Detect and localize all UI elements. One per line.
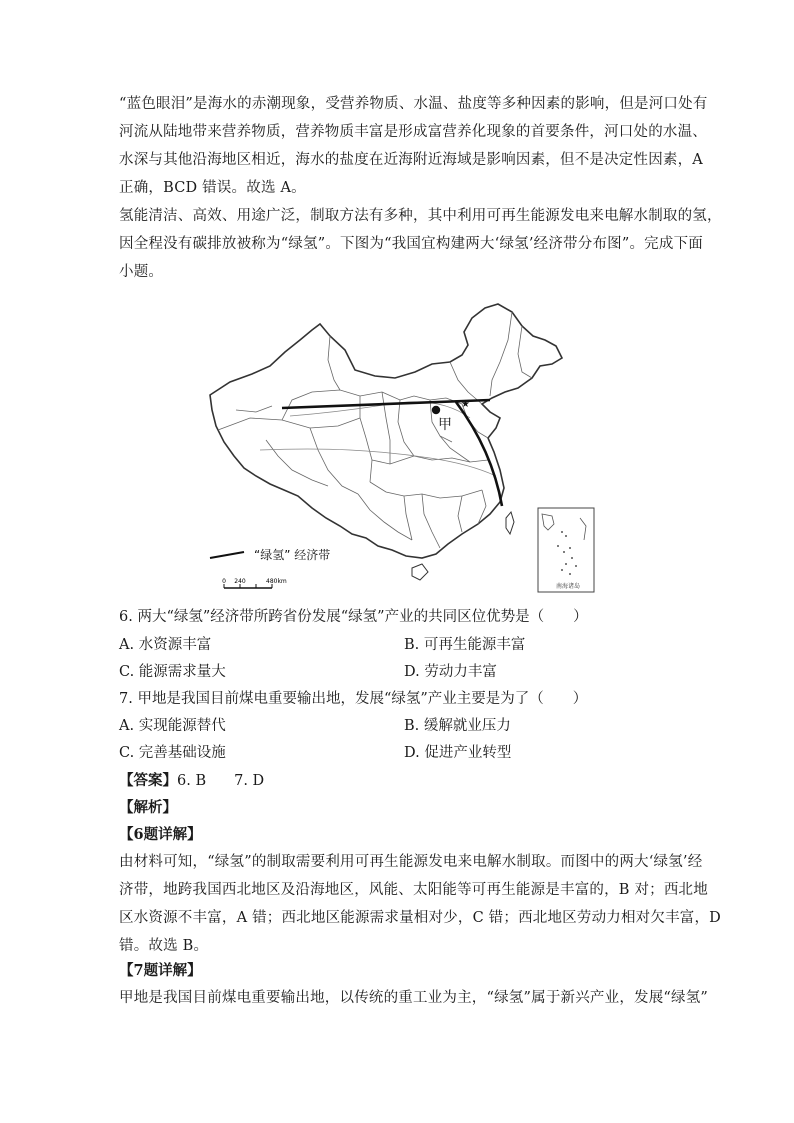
text-line: 氢能清洁、高效、用途广泛，制取方法有多种，其中利用可再生能源发电来电解水制取的氢， xyxy=(119,208,722,224)
q7-analysis-body xyxy=(119,984,709,1012)
q7-option-b: B. 缓解就业压力 xyxy=(404,718,511,734)
paragraph-previous-analysis xyxy=(119,90,708,202)
q7-option-d: D. 促进产业转型 xyxy=(404,745,512,761)
answer-7: 7. D xyxy=(234,773,265,789)
q6-analysis-title: 【6题详解】 xyxy=(119,826,202,843)
inset-label: 南海诸岛 xyxy=(555,583,581,590)
text-line: 正确，BCD 错误。故选 A。 xyxy=(119,180,306,196)
scale-bar xyxy=(222,578,287,588)
q7-analysis-title: 【7题详解】 xyxy=(119,962,202,979)
q7-option-c: C. 完善基础设施 xyxy=(119,745,226,761)
hainan-island xyxy=(412,564,428,580)
scale-tick: 0 xyxy=(222,578,226,585)
map-svg xyxy=(200,300,600,600)
q6-option-d: D. 劳动力丰富 xyxy=(404,664,497,680)
point-jia-marker xyxy=(432,406,440,414)
question-7-stem: 7. 甲地是我国目前煤电重要输出地，发展“绿氢”产业主要是为了（ ） xyxy=(119,691,588,707)
capital-star-icon: ★ xyxy=(461,399,470,410)
text-line: 水深与其他沿海地区相近，海水的盐度在近海附近海域是影响因素，但不是决定性因素，A xyxy=(119,152,703,168)
map-legend xyxy=(210,547,330,562)
text-line: 错。故选 B。 xyxy=(119,938,209,954)
analysis-label: 【解析】 xyxy=(119,799,177,816)
q6-analysis-body xyxy=(119,848,722,960)
text-line: 济带，地跨我国西北地区及沿海地区，风能、太阳能等可再生能源是丰富的，B 对；西北地 xyxy=(119,882,708,898)
china-green-hydrogen-map xyxy=(200,300,600,600)
text-line: 因全程没有碳排放被称为“绿氢”。下图为“我国宜构建两大‘绿氢’经济带分布图”。完成下面 xyxy=(119,236,703,252)
text-line: 由材料可知，“绿氢”的制取需要利用可再生能源发电来电解水制取。而图中的两大‘绿氢’经 xyxy=(119,854,703,870)
q6-option-c: C. 能源需求量大 xyxy=(119,664,226,680)
legend-line-symbol xyxy=(210,552,244,558)
legend-label: “绿氢” 经济带 xyxy=(254,548,331,562)
answer-label: 【答案】 xyxy=(119,772,177,789)
answer-line xyxy=(119,770,264,792)
answer-6: 6. B xyxy=(177,773,207,789)
south-china-sea-inset xyxy=(538,508,594,592)
paragraph-material xyxy=(119,202,722,286)
scale-tick: 240 xyxy=(234,578,246,585)
question-6-stem: 6. 两大“绿氢”经济带所跨省份发展“绿氢”产业的共同区位优势是（ ） xyxy=(119,609,588,625)
text-line: “蓝色眼泪”是海水的赤潮现象，受营养物质、水温、盐度等多种因素的影响，但是河口处有 xyxy=(119,96,708,112)
point-jia-label: 甲 xyxy=(438,417,452,433)
taiwan-island xyxy=(506,512,514,534)
text-line: 甲地是我国目前煤电重要输出地，以传统的重工业为主，“绿氢”属于新兴产业，发展“绿氢” xyxy=(119,990,709,1006)
q6-option-a: A. 水资源丰富 xyxy=(119,637,212,653)
text-line: 区水资源不丰富，A 错；西北地区能源需求量相对少，C 错；西北地区劳动力相对欠丰富，D xyxy=(119,910,722,926)
text-line: 小题。 xyxy=(119,264,164,280)
scale-tick: 480km xyxy=(266,578,287,585)
q7-option-a: A. 实现能源替代 xyxy=(119,718,226,734)
q6-option-b: B. 可再生能源丰富 xyxy=(404,637,526,653)
text-line: 河流从陆地带来营养物质，营养物质丰富是形成富营养化现象的首要条件，河口处的水温、 xyxy=(119,124,707,140)
